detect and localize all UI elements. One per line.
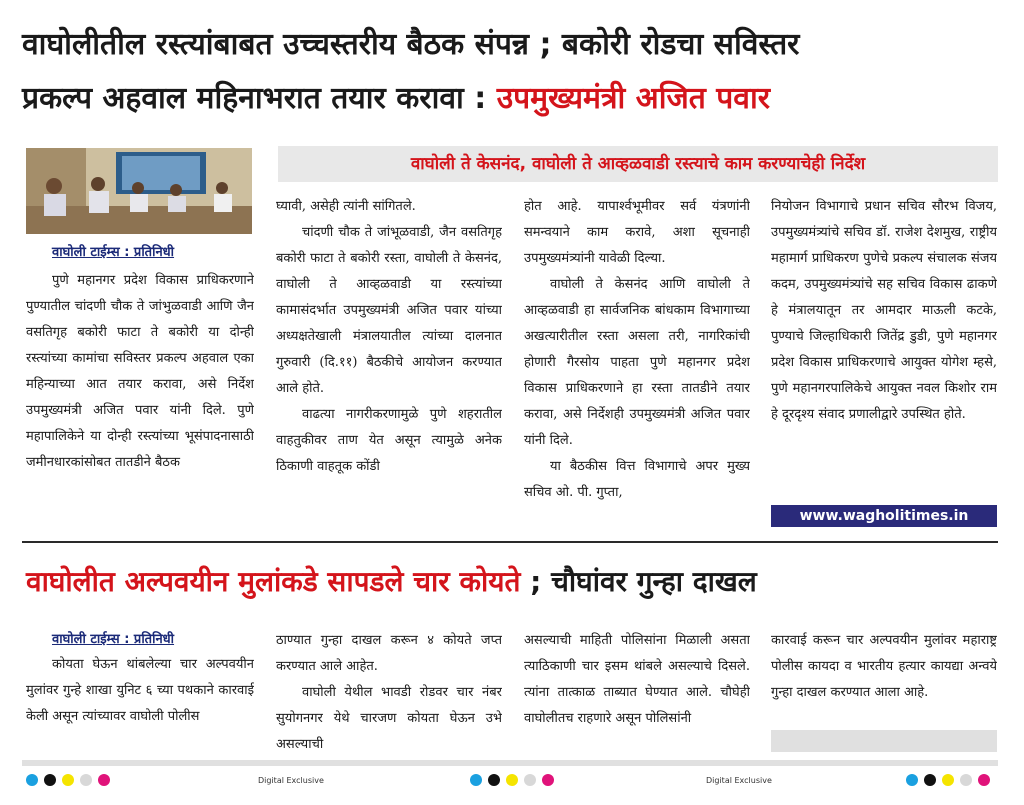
magenta-dot: [542, 774, 554, 786]
story1-col1-text: पुणे महानगर प्रदेश विकास प्राधिकरणाने पुण्यातील चांदणी चौक ते जांभुळवाडी आणि जैन वसतिगृह बकोरी फाटा ते बकोरी या दोन्ही रस्त्यांच्या कामांचा सविस्तर प्रकल्प अहवाल एका महिन्याच्या आत तयार करावा, असे निर्देश उपमुख्यमंत्री अजित पवार यांनी दिले. पुणे महापालिकेने या दोन्ही रस्त्यांच्या भूसंपादनासाठी जमीनधारकांसोबत तातडीने बैठक: [26, 273, 254, 470]
yellow-dot: [506, 774, 518, 786]
sub-headline: वाघोली ते केसनंद, वाघोली ते आव्हळवाडी रस्त्याचे काम करण्याचेही निर्देश: [278, 146, 998, 182]
registration-marks-left: [26, 774, 110, 786]
main-headline-line2-black: प्रकल्प अहवाल महिनाभरात तयार करावा :: [22, 81, 497, 116]
story1-column-4: [771, 194, 997, 502]
second-headline: [26, 565, 757, 598]
story1-column-2: [276, 194, 502, 532]
footer-label-1: Digital Exclusive: [258, 776, 324, 785]
story2-column-2: [276, 628, 502, 752]
cyan-dot: [906, 774, 918, 786]
story1-column-3: [524, 194, 750, 532]
story1-col2-para1: घ्यावी, असेही त्यांनी सांगितले.: [276, 199, 416, 214]
black-dot: [44, 774, 56, 786]
registration-marks-right: [906, 774, 990, 786]
main-headline-line1: वाघोलीतील रस्त्यांबाबत उच्चस्तरीय बैठक संपन्न ; बकोरी रोडचा सविस्तर: [22, 27, 800, 62]
black-dot: [488, 774, 500, 786]
main-headline-line2-red: उपमुख्यमंत्री अजित पवार: [496, 81, 771, 116]
story1-col3-para3: या बैठकीस वित्त विभागाचे अपर मुख्य सचिव ओ. पी. गुप्ता,: [524, 459, 750, 500]
story2-byline: वाघोली टाईम्स : प्रतिनिधी: [52, 632, 175, 647]
story1-column-1: [26, 268, 254, 534]
yellow-dot: [62, 774, 74, 786]
story1-col2-para2: चांदणी चौक ते जांभूळवाडी, जैन वसतिगृह बकोरी फाटा ते बकोरी रस्ता, वाघोली ते केसनंद, वाघोली ते आव्हळवाडी या रस्त्यांच्या कामासंदर्भात उपमुख्यमंत्री अजित पवार यांच्या अध्यक्षतेखाली मंत्रालयातील त्यांच्या दालनात गुरुवारी (दि.११) बैठकीचे आयोजन करण्यात आले होते.: [276, 225, 502, 396]
story2-col3-text: असल्याची माहिती पोलिसांना मिळाली असता त्याठिकाणी चार इसम थांबले असल्याचे दिसले. त्यांना तात्काळ ताब्यात घेण्यात आले. चौघेही वाघोलीतच राहणारे असून पोलिसांनी: [524, 633, 750, 726]
story1-col3-para2: वाघोली ते केसनंद आणि वाघोली ते आव्हळवाडी हा सार्वजनिक बांधकाम विभागाच्या अखत्यारीतील रस्ता असला तरी, नागरिकांची होणारी गैरसोय पाहता पुणे महानगर प्रदेश विकास प्राधिकरणाने हा रस्ता तातडीने तयार करावा, असे निर्देशही उपमुख्यमंत्री अजित पवार यांनी दिले.: [524, 277, 750, 448]
story1-byline: वाघोली टाईम्स : प्रतिनिधी: [52, 245, 175, 260]
story1-col4-text: नियोजन विभागाचे प्रधान सचिव सौरभ विजय, उपमुख्यमंत्र्यांचे सचिव डॉ. राजेश देशमुख, राष्ट्रीय महामार्ग प्राधिकरण पुणेचे प्रकल्प संचालक संजय कदम, उपमुख्यमंत्र्यांचे सह सचिव विकास ढाकणे हे मंत्रालयातून तर आमदार माऊली कटके, पुण्याचे जिल्हाधिकारी जितेंद्र डुडी, पुणे महानगर प्रदेश विकास प्राधिकरणाचे आयुक्त योगेश म्हसे, पुणे महानगरपालिकेचे आयुक्त नवल किशोर राम हे दूरदृश्य संवाद प्रणालीद्वारे उपस्थित होते.: [771, 199, 997, 422]
yellow-dot: [942, 774, 954, 786]
story2-column-3: [524, 628, 750, 752]
cyan-dot: [470, 774, 482, 786]
meeting-photo: [26, 148, 252, 234]
section-divider: [22, 541, 998, 543]
story2-col4-text: कारवाई करून चार अल्पवयीन मुलांवर महाराष्ट्र पोलीस कायदा व भारतीय हत्यार कायद्या अन्वये गुन्हा दाखल करण्यात आला आहे.: [771, 633, 997, 700]
meeting-photo-illustration: [26, 148, 252, 234]
website-url-badge[interactable]: www.wagholitimes.in: [771, 505, 997, 527]
story1-col3-para1: होत आहे. यापार्श्वभूमीवर सर्व यंत्रणांनी समन्वयाने काम करावे, अशा सूचनाही उपमुख्यमंत्र्यांनी यावेळी दिल्या.: [524, 199, 750, 266]
footer-label-2: Digital Exclusive: [706, 776, 772, 785]
story2-column-1: [26, 652, 254, 752]
story2-col2-para2: वाघोली येथील भावडी रोडवर चार नंबर सुयोगनगर येथे चारजण कोयता घेऊन उभे असल्याची: [276, 685, 502, 752]
second-headline-red: वाघोलीत अल्पवयीन मुलांकडे सापडले चार कोयते: [26, 565, 521, 598]
story2-col2-para1: ठाण्यात गुन्हा दाखल करून ४ कोयते जप्त करण्यात आले आहेत.: [276, 633, 502, 674]
gray-dot: [524, 774, 536, 786]
story2-filler-bar: [771, 730, 997, 752]
cyan-dot: [26, 774, 38, 786]
gray-dot: [80, 774, 92, 786]
main-headline-line2: [22, 81, 771, 116]
black-dot: [924, 774, 936, 786]
gray-dot: [960, 774, 972, 786]
registration-marks-center: [470, 774, 554, 786]
story2-col1-text: कोयता घेऊन थांबलेल्या चार अल्पवयीन मुलांवर गुन्हे शाखा युनिट ६ च्या पथकाने कारवाई केली असून त्यांच्यावर वाघोली पोलीस: [26, 657, 254, 724]
story2-column-4: [771, 628, 997, 728]
footer-rule: [22, 760, 998, 766]
second-headline-black: ; चौघांवर गुन्हा दाखल: [520, 565, 757, 598]
magenta-dot: [978, 774, 990, 786]
magenta-dot: [98, 774, 110, 786]
story1-col2-para3: वाढत्या नागरीकरणामुळे पुणे शहरातील वाहतुकीवर ताण येत असून त्यामुळे अनेक ठिकाणी वाहतूक कोंडी: [276, 407, 502, 474]
